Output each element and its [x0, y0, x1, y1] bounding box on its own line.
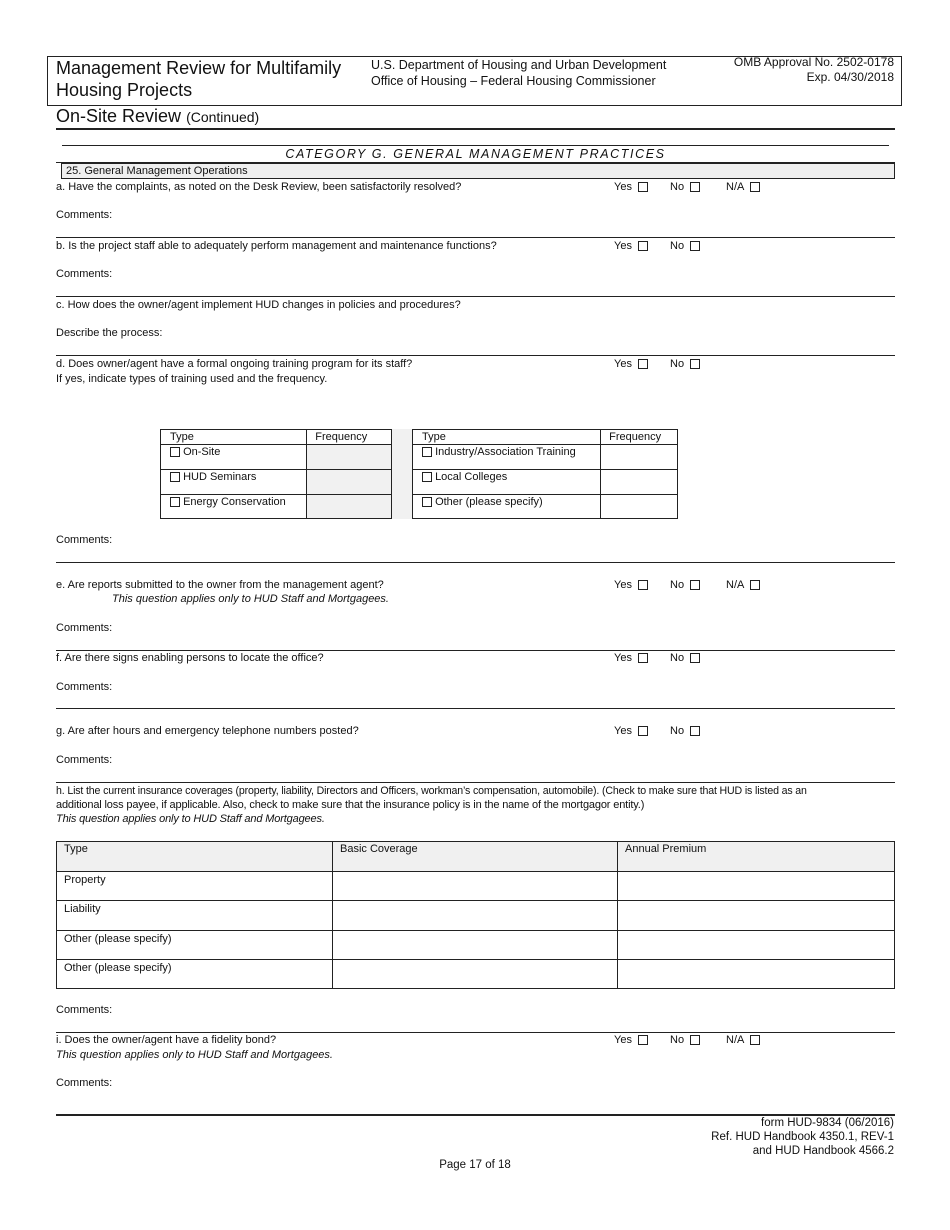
- comments-label: Comments:: [56, 622, 113, 634]
- training-type-other[interactable]: [413, 495, 601, 519]
- answer-g-no[interactable]: [670, 724, 700, 738]
- question-f: f. Are there signs enabling persons to locate the office?: [56, 652, 324, 664]
- handbook-ref-2: and HUD Handbook 4566.2: [752, 1145, 894, 1157]
- training-checkbox[interactable]: [422, 497, 432, 507]
- department-line2: Office of Housing – Federal Housing Commissioner: [371, 74, 656, 88]
- yes-checkbox[interactable]: [638, 182, 648, 192]
- frequency-cell[interactable]: [601, 495, 678, 519]
- question-a: a. Have the complaints, as noted on the Desk Review, been satisfactorily resolved?: [56, 181, 462, 193]
- comments-label: Comments:: [56, 534, 113, 546]
- frequency-cell[interactable]: [307, 445, 392, 470]
- comments-label: Comments:: [56, 754, 113, 766]
- section-title: [56, 105, 259, 128]
- question-i: i. Does the owner/agent have a fidelity bond?: [56, 1034, 277, 1046]
- yes-checkbox[interactable]: [638, 726, 648, 736]
- hud-note: This question applies only to HUD Staff and Mortgagees.: [112, 593, 389, 605]
- insurance-table: [56, 841, 895, 989]
- yes-label: Yes: [614, 1034, 632, 1046]
- frequency-header: Frequency: [601, 430, 678, 445]
- hud-note: This question applies only to HUD Staff and Mortgagees.: [56, 1049, 333, 1061]
- answer-b-no[interactable]: [670, 239, 700, 253]
- na-checkbox[interactable]: [750, 182, 760, 192]
- no-label: No: [670, 725, 685, 737]
- question-h: [56, 784, 898, 826]
- category-title: CATEGORY G. GENERAL MANAGEMENT PRACTICES: [285, 147, 666, 161]
- coverage-cell[interactable]: [333, 872, 618, 901]
- na-checkbox[interactable]: [750, 580, 760, 590]
- training-type-energy[interactable]: [161, 495, 307, 519]
- answer-e-no[interactable]: [670, 578, 700, 592]
- table-gap-shade: [392, 429, 412, 519]
- training-type-label: Industry/Association Training: [435, 446, 576, 458]
- na-label: N/A: [726, 181, 745, 193]
- answer-i-yes[interactable]: [614, 1033, 648, 1047]
- coverage-cell[interactable]: [333, 931, 618, 960]
- comments-label: Comments:: [56, 268, 113, 280]
- no-checkbox[interactable]: [690, 182, 700, 192]
- premium-cell[interactable]: [618, 960, 895, 989]
- answer-i-na[interactable]: [726, 1033, 760, 1047]
- divider: [56, 562, 895, 563]
- yes-label: Yes: [614, 579, 632, 591]
- yes-checkbox[interactable]: [638, 241, 648, 251]
- training-type-industry[interactable]: [413, 445, 601, 470]
- frequency-cell[interactable]: [601, 470, 678, 495]
- subsection-title: [61, 163, 895, 179]
- question-c: c. How does the owner/agent implement HUD changes in policies and procedures?: [56, 299, 461, 311]
- section-title-sub: (Continued): [186, 109, 260, 125]
- answer-g-yes[interactable]: [614, 724, 648, 738]
- training-type-label: Other (please specify): [435, 496, 543, 508]
- form-title: [56, 57, 366, 101]
- no-checkbox[interactable]: [690, 241, 700, 251]
- answer-d-yes[interactable]: [614, 357, 648, 371]
- training-type-label: Energy Conservation: [183, 496, 286, 508]
- coverage-cell[interactable]: [333, 960, 618, 989]
- no-checkbox[interactable]: [690, 580, 700, 590]
- insurance-type: Other (please specify): [57, 931, 333, 960]
- hud-note: This question applies only to HUD Staff and Mortgagees.: [56, 813, 325, 825]
- yes-checkbox[interactable]: [638, 580, 648, 590]
- no-checkbox[interactable]: [690, 726, 700, 736]
- na-label: N/A: [726, 579, 745, 591]
- insurance-type: Other (please specify): [57, 960, 333, 989]
- yes-label: Yes: [614, 652, 632, 664]
- insurance-header-coverage: Basic Coverage: [333, 842, 618, 872]
- insurance-header-type: Type: [57, 842, 333, 872]
- comments-label: Comments:: [56, 209, 113, 221]
- comments-label: Comments:: [56, 1077, 113, 1089]
- page-number: Page 17 of 18: [439, 1159, 511, 1171]
- question-e: e. Are reports submitted to the owner from the management agent?: [56, 579, 384, 591]
- answer-f-no[interactable]: [670, 651, 700, 665]
- training-type-label: Local Colleges: [435, 471, 508, 483]
- training-type-label: On-Site: [183, 446, 221, 458]
- answer-e-na[interactable]: [726, 578, 760, 592]
- insurance-header-premium: Annual Premium: [618, 842, 895, 872]
- training-checkbox[interactable]: [170, 497, 180, 507]
- training-checkbox[interactable]: [170, 447, 180, 457]
- no-checkbox[interactable]: [690, 653, 700, 663]
- section-title-main: On-Site Review: [56, 106, 182, 126]
- answer-e-yes[interactable]: [614, 578, 648, 592]
- premium-cell[interactable]: [618, 872, 895, 901]
- answer-f-yes[interactable]: [614, 651, 648, 665]
- frequency-cell[interactable]: [601, 445, 678, 470]
- no-checkbox[interactable]: [690, 359, 700, 369]
- no-checkbox[interactable]: [690, 1035, 700, 1045]
- department: [371, 57, 666, 89]
- no-label: No: [670, 358, 685, 370]
- answer-d-no[interactable]: [670, 357, 700, 371]
- coverage-cell[interactable]: [333, 901, 618, 931]
- question-h-line2: additional loss payee, if applicable. Also, check to make sure that the insurance policy is in the name of the mortgagor entity.): [56, 799, 645, 811]
- question-h-line1: h. List the current insurance coverages (property, liability, Directors and Officers, workman’s compensation, automobile). (Check to make sure that HUD is listed as an: [56, 785, 807, 797]
- omb-approval: [734, 55, 894, 85]
- no-label: No: [670, 652, 685, 664]
- form-title-line2: Housing Projects: [56, 80, 193, 100]
- answer-b-yes[interactable]: [614, 239, 648, 253]
- divider: [56, 355, 895, 356]
- yes-checkbox[interactable]: [638, 1035, 648, 1045]
- department-line1: U.S. Department of Housing and Urban Development: [371, 58, 667, 72]
- no-label: No: [670, 240, 685, 252]
- frequency-header: Frequency: [307, 430, 392, 445]
- comments-label: Comments:: [56, 681, 113, 693]
- no-label: No: [670, 1034, 685, 1046]
- training-checkbox[interactable]: [170, 472, 180, 482]
- premium-cell[interactable]: [618, 901, 895, 931]
- divider: [56, 782, 895, 783]
- insurance-type: Liability: [57, 901, 333, 931]
- answer-a-yes[interactable]: [614, 180, 648, 194]
- type-header: Type: [413, 430, 601, 445]
- premium-cell[interactable]: [618, 931, 895, 960]
- divider: [56, 237, 895, 238]
- training-type-onsite[interactable]: [161, 445, 307, 470]
- omb-number: OMB Approval No. 2502-0178: [733, 55, 894, 69]
- answer-a-no[interactable]: [670, 180, 700, 194]
- training-type-colleges[interactable]: [413, 470, 601, 495]
- type-header: Type: [161, 430, 307, 445]
- na-checkbox[interactable]: [750, 1035, 760, 1045]
- yes-label: Yes: [614, 358, 632, 370]
- answer-i-no[interactable]: [670, 1033, 700, 1047]
- form-title-line1: Management Review for Multifamily: [56, 58, 342, 78]
- yes-label: Yes: [614, 181, 632, 193]
- frequency-cell[interactable]: [307, 495, 392, 519]
- no-label: No: [670, 579, 685, 591]
- omb-expiration: Exp. 04/30/2018: [806, 70, 894, 84]
- question-b: b. Is the project staff able to adequately perform management and maintenance functions?: [56, 240, 497, 252]
- training-checkbox[interactable]: [422, 472, 432, 482]
- answer-a-na[interactable]: [726, 180, 760, 194]
- form-reference: [711, 1116, 894, 1158]
- training-table-right: [412, 429, 678, 519]
- training-type-hud-seminars[interactable]: [161, 470, 307, 495]
- na-label: N/A: [726, 1034, 745, 1046]
- divider: [56, 128, 895, 130]
- yes-checkbox[interactable]: [638, 359, 648, 369]
- yes-checkbox[interactable]: [638, 653, 648, 663]
- no-label: No: [670, 181, 685, 193]
- training-table-left: [160, 429, 392, 519]
- handbook-ref-1: Ref. HUD Handbook 4350.1, REV-1: [711, 1131, 894, 1143]
- yes-label: Yes: [614, 725, 632, 737]
- question-d-sub: If yes, indicate types of training used and the frequency.: [56, 373, 328, 385]
- divider: [56, 708, 895, 709]
- comments-label: Comments:: [56, 1004, 113, 1016]
- question-g: g. Are after hours and emergency telephone numbers posted?: [56, 725, 359, 737]
- form-number: form HUD-9834 (06/2016): [761, 1117, 894, 1129]
- divider: [56, 296, 895, 297]
- subsection-title-text: 25. General Management Operations: [66, 165, 248, 177]
- frequency-cell[interactable]: [307, 470, 392, 495]
- training-type-label: HUD Seminars: [183, 471, 257, 483]
- yes-label: Yes: [614, 240, 632, 252]
- question-d: d. Does owner/agent have a formal ongoing training program for its staff?: [56, 358, 413, 370]
- training-checkbox[interactable]: [422, 447, 432, 457]
- insurance-type: Property: [57, 872, 333, 901]
- describe-label: Describe the process:: [56, 327, 163, 339]
